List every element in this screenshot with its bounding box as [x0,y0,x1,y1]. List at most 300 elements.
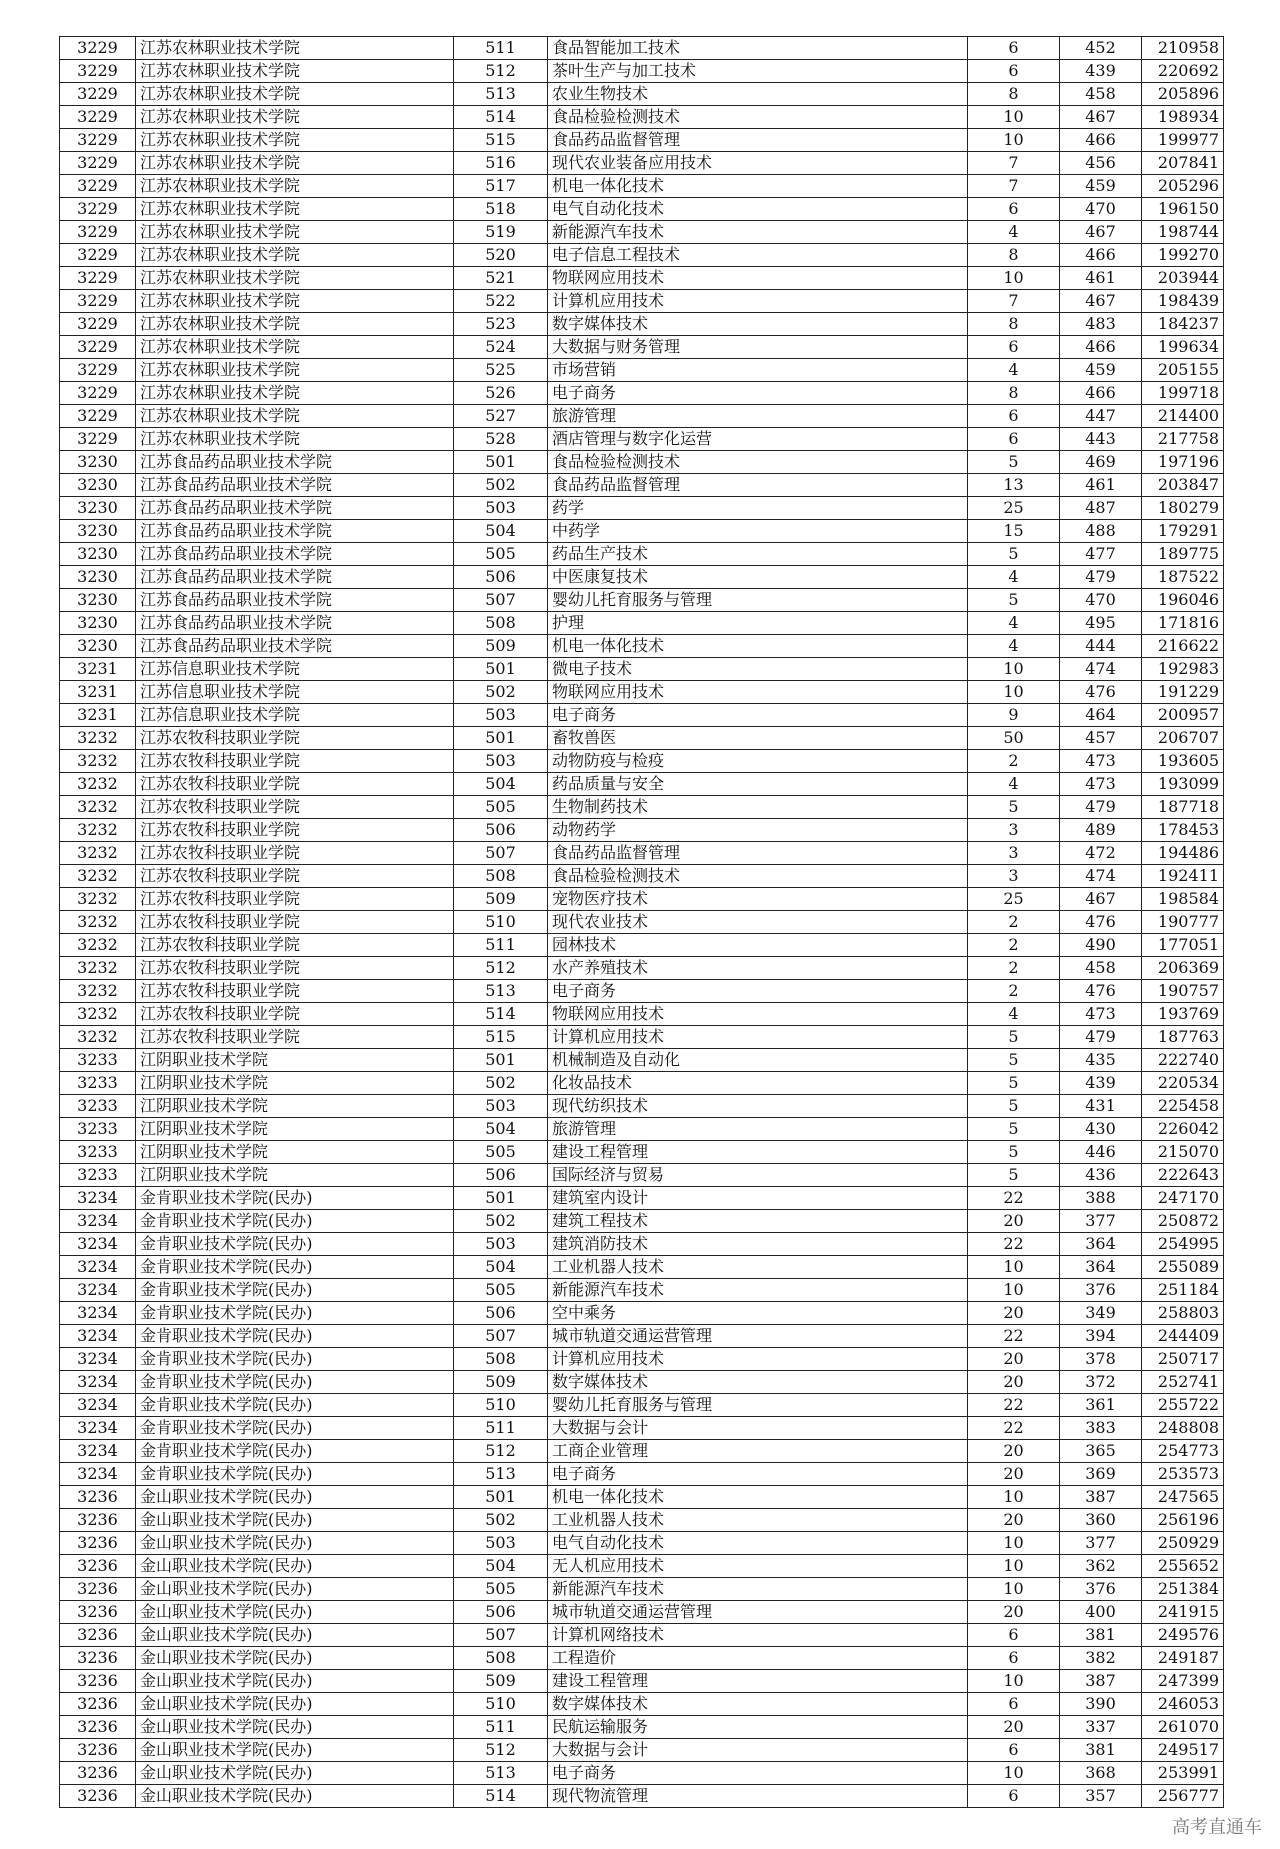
school-name-cell: 江苏信息职业技术学院 [136,704,454,727]
table-row [60,520,1224,543]
school-code-cell: 3229 [60,129,136,152]
major-name-cell: 药品生产技术 [548,543,968,566]
major-name-cell: 旅游管理 [548,405,968,428]
enrollment-count-cell: 5 [968,1072,1060,1095]
major-code-cell: 508 [454,1647,548,1670]
major-name-cell: 物联网应用技术 [548,1003,968,1026]
min-rank-cell: 225458 [1142,1095,1224,1118]
enrollment-count-cell: 9 [968,704,1060,727]
min-score-cell: 446 [1060,1141,1142,1164]
school-code-cell: 3229 [60,290,136,313]
school-name-cell: 金肯职业技术学院(民办) [136,1440,454,1463]
enrollment-count-cell: 20 [968,1210,1060,1233]
school-name-cell: 江苏食品药品职业技术学院 [136,566,454,589]
enrollment-count-cell: 22 [968,1187,1060,1210]
min-rank-cell: 179291 [1142,520,1224,543]
major-name-cell: 现代物流管理 [548,1785,968,1808]
school-name-cell: 江苏农牧科技职业学院 [136,865,454,888]
table-row [60,1716,1224,1739]
min-rank-cell: 189775 [1142,543,1224,566]
major-code-cell: 503 [454,704,548,727]
table-row [60,704,1224,727]
major-name-cell: 新能源汽车技术 [548,1578,968,1601]
table-row [60,750,1224,773]
major-code-cell: 526 [454,382,548,405]
table-row [60,1670,1224,1693]
school-name-cell: 江苏农牧科技职业学院 [136,727,454,750]
min-score-cell: 466 [1060,244,1142,267]
min-score-cell: 360 [1060,1509,1142,1532]
table-row [60,1049,1224,1072]
school-code-cell: 3233 [60,1118,136,1141]
school-name-cell: 金肯职业技术学院(民办) [136,1348,454,1371]
school-code-cell: 3232 [60,727,136,750]
school-code-cell: 3233 [60,1072,136,1095]
table-row [60,1371,1224,1394]
school-name-cell: 金山职业技术学院(民办) [136,1716,454,1739]
major-code-cell: 522 [454,290,548,313]
enrollment-count-cell: 50 [968,727,1060,750]
school-code-cell: 3234 [60,1417,136,1440]
enrollment-count-cell: 5 [968,1164,1060,1187]
school-name-cell: 江苏农林职业技术学院 [136,106,454,129]
min-score-cell: 483 [1060,313,1142,336]
major-name-cell: 微电子技术 [548,658,968,681]
min-score-cell: 476 [1060,980,1142,1003]
major-name-cell: 电子商务 [548,1762,968,1785]
major-name-cell: 机电一体化技术 [548,1486,968,1509]
school-name-cell: 江苏农林职业技术学院 [136,129,454,152]
school-code-cell: 3236 [60,1647,136,1670]
major-name-cell: 电子信息工程技术 [548,244,968,267]
enrollment-count-cell: 3 [968,819,1060,842]
school-code-cell: 3236 [60,1532,136,1555]
major-code-cell: 515 [454,1026,548,1049]
school-name-cell: 江苏农牧科技职业学院 [136,1003,454,1026]
table-row [60,1003,1224,1026]
major-code-cell: 503 [454,497,548,520]
major-code-cell: 528 [454,428,548,451]
min-score-cell: 378 [1060,1348,1142,1371]
school-name-cell: 金山职业技术学院(民办) [136,1693,454,1716]
school-code-cell: 3229 [60,244,136,267]
table-row [60,957,1224,980]
table-row [60,1141,1224,1164]
school-code-cell: 3229 [60,405,136,428]
school-name-cell: 金肯职业技术学院(民办) [136,1210,454,1233]
min-score-cell: 456 [1060,152,1142,175]
table-row [60,819,1224,842]
min-rank-cell: 254995 [1142,1233,1224,1256]
school-name-cell: 江苏农林职业技术学院 [136,37,454,60]
min-score-cell: 452 [1060,37,1142,60]
min-score-cell: 364 [1060,1233,1142,1256]
min-rank-cell: 198744 [1142,221,1224,244]
school-code-cell: 3236 [60,1739,136,1762]
enrollment-count-cell: 5 [968,451,1060,474]
major-code-cell: 501 [454,1049,548,1072]
school-name-cell: 江苏农林职业技术学院 [136,382,454,405]
school-name-cell: 江苏农林职业技术学院 [136,267,454,290]
table-row [60,566,1224,589]
school-code-cell: 3236 [60,1578,136,1601]
min-score-cell: 470 [1060,589,1142,612]
min-rank-cell: 192983 [1142,658,1224,681]
school-code-cell: 3234 [60,1348,136,1371]
enrollment-count-cell: 2 [968,750,1060,773]
min-rank-cell: 261070 [1142,1716,1224,1739]
table-row [60,1509,1224,1532]
enrollment-count-cell: 5 [968,1118,1060,1141]
enrollment-count-cell: 10 [968,129,1060,152]
school-name-cell: 江苏农林职业技术学院 [136,336,454,359]
major-name-cell: 计算机网络技术 [548,1624,968,1647]
min-rank-cell: 255722 [1142,1394,1224,1417]
school-code-cell: 3232 [60,842,136,865]
school-code-cell: 3234 [60,1233,136,1256]
major-code-cell: 501 [454,1486,548,1509]
school-name-cell: 江苏农林职业技术学院 [136,60,454,83]
min-score-cell: 490 [1060,934,1142,957]
table-row [60,681,1224,704]
school-name-cell: 金山职业技术学院(民办) [136,1509,454,1532]
school-code-cell: 3232 [60,1003,136,1026]
major-name-cell: 数字媒体技术 [548,313,968,336]
min-rank-cell: 241915 [1142,1601,1224,1624]
major-code-cell: 502 [454,1509,548,1532]
min-rank-cell: 198584 [1142,888,1224,911]
school-name-cell: 江苏农牧科技职业学院 [136,796,454,819]
enrollment-count-cell: 4 [968,221,1060,244]
school-code-cell: 3231 [60,658,136,681]
min-score-cell: 467 [1060,221,1142,244]
min-score-cell: 461 [1060,267,1142,290]
major-name-cell: 计算机应用技术 [548,290,968,313]
school-name-cell: 金山职业技术学院(民办) [136,1647,454,1670]
major-code-cell: 504 [454,1555,548,1578]
min-score-cell: 376 [1060,1578,1142,1601]
table-row [60,336,1224,359]
enrollment-count-cell: 10 [968,1486,1060,1509]
min-score-cell: 459 [1060,359,1142,382]
major-name-cell: 食品检验检测技术 [548,106,968,129]
school-code-cell: 3232 [60,980,136,1003]
table-row [60,888,1224,911]
major-code-cell: 503 [454,1233,548,1256]
enrollment-count-cell: 5 [968,1049,1060,1072]
min-rank-cell: 250717 [1142,1348,1224,1371]
table-row [60,1739,1224,1762]
school-code-cell: 3234 [60,1210,136,1233]
major-code-cell: 505 [454,1578,548,1601]
major-code-cell: 519 [454,221,548,244]
major-code-cell: 509 [454,635,548,658]
min-rank-cell: 198439 [1142,290,1224,313]
major-code-cell: 514 [454,1785,548,1808]
table-row [60,497,1224,520]
table-row [60,313,1224,336]
school-code-cell: 3232 [60,911,136,934]
school-code-cell: 3232 [60,934,136,957]
school-name-cell: 金山职业技术学院(民办) [136,1532,454,1555]
major-name-cell: 建设工程管理 [548,1670,968,1693]
enrollment-count-cell: 20 [968,1601,1060,1624]
school-code-cell: 3230 [60,497,136,520]
major-name-cell: 现代农业技术 [548,911,968,934]
major-name-cell: 无人机应用技术 [548,1555,968,1578]
enrollment-count-cell: 3 [968,842,1060,865]
min-score-cell: 365 [1060,1440,1142,1463]
min-rank-cell: 187522 [1142,566,1224,589]
school-code-cell: 3234 [60,1463,136,1486]
enrollment-count-cell: 20 [968,1509,1060,1532]
enrollment-count-cell: 6 [968,1693,1060,1716]
school-name-cell: 江苏农牧科技职业学院 [136,911,454,934]
table-row [60,1555,1224,1578]
school-name-cell: 金山职业技术学院(民办) [136,1670,454,1693]
min-rank-cell: 197196 [1142,451,1224,474]
min-rank-cell: 196150 [1142,198,1224,221]
major-name-cell: 市场营销 [548,359,968,382]
enrollment-count-cell: 7 [968,175,1060,198]
school-code-cell: 3236 [60,1555,136,1578]
major-name-cell: 机电一体化技术 [548,635,968,658]
min-score-cell: 368 [1060,1762,1142,1785]
major-name-cell: 建筑室内设计 [548,1187,968,1210]
enrollment-count-cell: 6 [968,336,1060,359]
school-code-cell: 3230 [60,612,136,635]
school-code-cell: 3232 [60,773,136,796]
table-row [60,1095,1224,1118]
min-rank-cell: 190757 [1142,980,1224,1003]
min-score-cell: 466 [1060,382,1142,405]
school-code-cell: 3233 [60,1095,136,1118]
school-name-cell: 江苏食品药品职业技术学院 [136,520,454,543]
school-name-cell: 江阴职业技术学院 [136,1072,454,1095]
major-code-cell: 512 [454,1739,548,1762]
watermark: 高考直通车 [1172,1817,1262,1838]
major-name-cell: 食品智能加工技术 [548,37,968,60]
major-code-cell: 509 [454,888,548,911]
major-code-cell: 501 [454,658,548,681]
min-score-cell: 439 [1060,1072,1142,1095]
school-name-cell: 金肯职业技术学院(民办) [136,1325,454,1348]
major-code-cell: 506 [454,1164,548,1187]
major-name-cell: 机械制造及自动化 [548,1049,968,1072]
major-name-cell: 食品药品监督管理 [548,474,968,497]
major-code-cell: 527 [454,405,548,428]
table-row [60,359,1224,382]
major-name-cell: 食品检验检测技术 [548,451,968,474]
major-code-cell: 505 [454,796,548,819]
min-rank-cell: 253991 [1142,1762,1224,1785]
min-rank-cell: 253573 [1142,1463,1224,1486]
school-name-cell: 江苏食品药品职业技术学院 [136,497,454,520]
table-row [60,60,1224,83]
enrollment-count-cell: 6 [968,1785,1060,1808]
school-name-cell: 金肯职业技术学院(民办) [136,1233,454,1256]
school-code-cell: 3230 [60,589,136,612]
min-score-cell: 387 [1060,1486,1142,1509]
major-name-cell: 建设工程管理 [548,1141,968,1164]
major-code-cell: 507 [454,842,548,865]
school-code-cell: 3236 [60,1670,136,1693]
major-code-cell: 501 [454,451,548,474]
min-score-cell: 459 [1060,175,1142,198]
school-name-cell: 江苏农牧科技职业学院 [136,888,454,911]
major-code-cell: 504 [454,1118,548,1141]
school-name-cell: 江苏食品药品职业技术学院 [136,451,454,474]
major-code-cell: 516 [454,152,548,175]
school-code-cell: 3229 [60,198,136,221]
major-code-cell: 501 [454,1187,548,1210]
school-code-cell: 3232 [60,819,136,842]
min-score-cell: 349 [1060,1302,1142,1325]
table-row [60,1256,1224,1279]
table-row [60,1486,1224,1509]
table-row [60,428,1224,451]
major-name-cell: 电子商务 [548,382,968,405]
table-row [60,727,1224,750]
school-code-cell: 3229 [60,152,136,175]
major-name-cell: 大数据与会计 [548,1739,968,1762]
major-name-cell: 物联网应用技术 [548,267,968,290]
min-score-cell: 470 [1060,198,1142,221]
major-code-cell: 513 [454,980,548,1003]
major-code-cell: 502 [454,681,548,704]
major-code-cell: 523 [454,313,548,336]
school-code-cell: 3229 [60,382,136,405]
school-code-cell: 3229 [60,221,136,244]
school-code-cell: 3232 [60,750,136,773]
school-code-cell: 3236 [60,1716,136,1739]
enrollment-count-cell: 7 [968,152,1060,175]
enrollment-count-cell: 10 [968,1256,1060,1279]
table-row [60,1440,1224,1463]
enrollment-count-cell: 10 [968,106,1060,129]
school-name-cell: 江苏信息职业技术学院 [136,658,454,681]
min-rank-cell: 220534 [1142,1072,1224,1095]
school-code-cell: 3234 [60,1371,136,1394]
min-score-cell: 387 [1060,1670,1142,1693]
table-row [60,1072,1224,1095]
enrollment-count-cell: 4 [968,566,1060,589]
enrollment-count-cell: 20 [968,1348,1060,1371]
min-score-cell: 466 [1060,129,1142,152]
major-name-cell: 中药学 [548,520,968,543]
min-score-cell: 357 [1060,1785,1142,1808]
school-code-cell: 3234 [60,1256,136,1279]
school-name-cell: 江苏农林职业技术学院 [136,175,454,198]
min-rank-cell: 214400 [1142,405,1224,428]
school-name-cell: 江阴职业技术学院 [136,1095,454,1118]
major-code-cell: 525 [454,359,548,382]
min-score-cell: 435 [1060,1049,1142,1072]
major-name-cell: 电子商务 [548,980,968,1003]
school-code-cell: 3236 [60,1693,136,1716]
major-code-cell: 502 [454,474,548,497]
school-code-cell: 3233 [60,1164,136,1187]
enrollment-count-cell: 20 [968,1440,1060,1463]
table-row [60,1762,1224,1785]
min-rank-cell: 255089 [1142,1256,1224,1279]
school-code-cell: 3234 [60,1440,136,1463]
school-name-cell: 金肯职业技术学院(民办) [136,1394,454,1417]
school-name-cell: 江苏农牧科技职业学院 [136,750,454,773]
school-code-cell: 3230 [60,566,136,589]
major-code-cell: 503 [454,750,548,773]
major-code-cell: 511 [454,37,548,60]
school-code-cell: 3234 [60,1394,136,1417]
school-name-cell: 金山职业技术学院(民办) [136,1555,454,1578]
table-row [60,382,1224,405]
school-name-cell: 江苏农林职业技术学院 [136,83,454,106]
min-rank-cell: 246053 [1142,1693,1224,1716]
min-rank-cell: 177051 [1142,934,1224,957]
min-rank-cell: 199634 [1142,336,1224,359]
major-name-cell: 旅游管理 [548,1118,968,1141]
school-code-cell: 3229 [60,336,136,359]
min-score-cell: 488 [1060,520,1142,543]
table-row [60,1302,1224,1325]
min-rank-cell: 215070 [1142,1141,1224,1164]
min-rank-cell: 216622 [1142,635,1224,658]
min-rank-cell: 198934 [1142,106,1224,129]
school-code-cell: 3233 [60,1049,136,1072]
school-code-cell: 3236 [60,1624,136,1647]
major-name-cell: 民航运输服务 [548,1716,968,1739]
min-score-cell: 377 [1060,1532,1142,1555]
enrollment-count-cell: 4 [968,359,1060,382]
enrollment-count-cell: 25 [968,888,1060,911]
min-score-cell: 382 [1060,1647,1142,1670]
enrollment-count-cell: 22 [968,1233,1060,1256]
major-name-cell: 现代纺织技术 [548,1095,968,1118]
enrollment-count-cell: 6 [968,428,1060,451]
major-code-cell: 509 [454,1371,548,1394]
table-row [60,1647,1224,1670]
school-name-cell: 金山职业技术学院(民办) [136,1578,454,1601]
major-code-cell: 511 [454,1716,548,1739]
school-name-cell: 江阴职业技术学院 [136,1164,454,1187]
min-rank-cell: 252741 [1142,1371,1224,1394]
major-name-cell: 酒店管理与数字化运营 [548,428,968,451]
school-name-cell: 江阴职业技术学院 [136,1141,454,1164]
major-name-cell: 建筑工程技术 [548,1210,968,1233]
major-name-cell: 空中乘务 [548,1302,968,1325]
table-row [60,1601,1224,1624]
school-name-cell: 江苏农牧科技职业学院 [136,934,454,957]
major-code-cell: 506 [454,566,548,589]
major-code-cell: 514 [454,1003,548,1026]
school-name-cell: 金山职业技术学院(民办) [136,1601,454,1624]
min-score-cell: 443 [1060,428,1142,451]
table-row [60,451,1224,474]
enrollment-count-cell: 20 [968,1716,1060,1739]
enrollment-count-cell: 20 [968,1371,1060,1394]
school-name-cell: 江苏农林职业技术学院 [136,359,454,382]
school-name-cell: 金山职业技术学院(民办) [136,1486,454,1509]
min-score-cell: 337 [1060,1716,1142,1739]
major-name-cell: 婴幼儿托育服务与管理 [548,589,968,612]
min-rank-cell: 220692 [1142,60,1224,83]
major-code-cell: 510 [454,911,548,934]
major-code-cell: 518 [454,198,548,221]
school-code-cell: 3234 [60,1325,136,1348]
major-code-cell: 505 [454,543,548,566]
table-row [60,474,1224,497]
enrollment-count-cell: 5 [968,589,1060,612]
